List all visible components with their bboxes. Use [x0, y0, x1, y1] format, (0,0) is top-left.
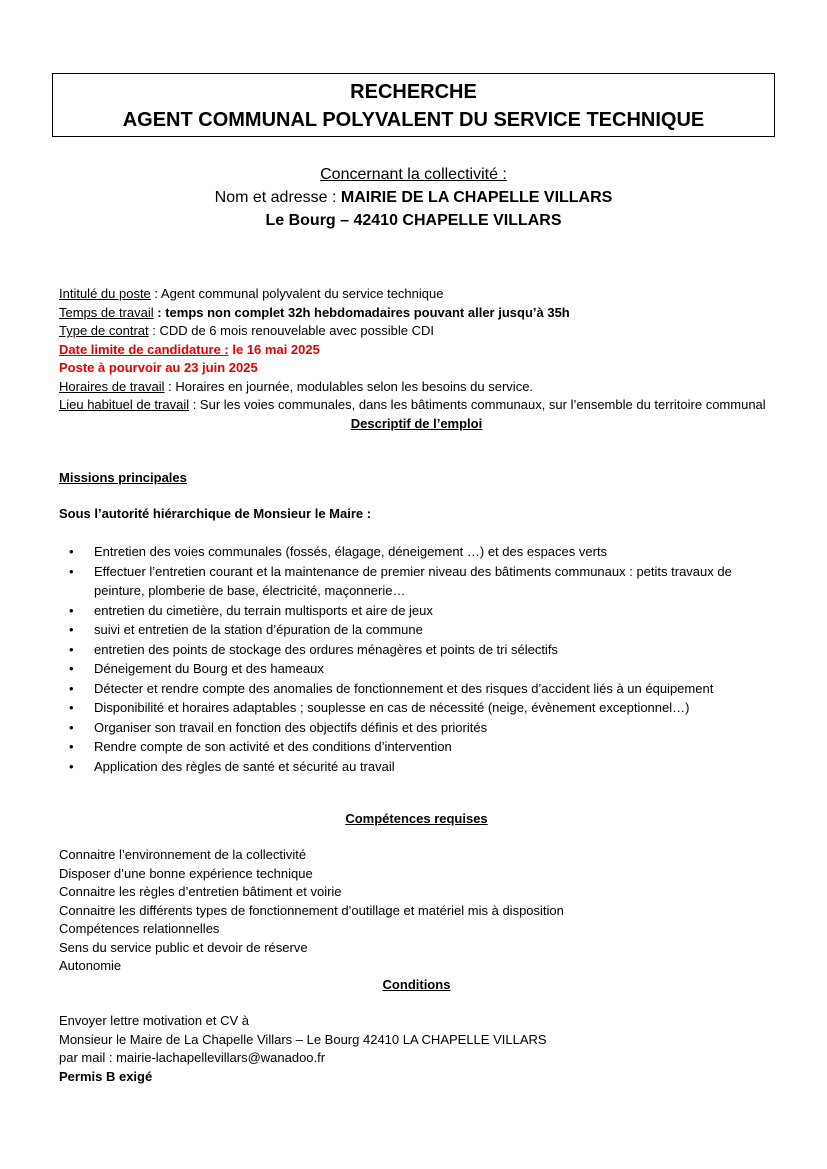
conditions-line-1: Envoyer lettre motivation et CV à	[59, 1013, 250, 1028]
mission-item: • Déneigement du Bourg et des hameaux	[59, 659, 774, 679]
competence-item: Connaitre les différents types de fonctionnement d’outillage et matériel mis à disposition	[59, 902, 564, 918]
collectivite-name-line	[0, 186, 827, 209]
conditions-email-line: par mail : mairie-lachapellevillars@wanadoo.fr	[59, 1050, 326, 1065]
name-value: MAIRIE DE LA CHAPELLE VILLARS	[340, 189, 613, 206]
temps-label: Temps de travail	[59, 304, 154, 320]
mission-item: • entretien du cimetière, du terrain multisports et aire de jeux	[59, 601, 774, 621]
date-label: Date limite de candidature :	[59, 341, 229, 357]
mission-item: • suivi et entretien de la station d’épuration de la commune	[59, 620, 774, 640]
contrat-line	[59, 322, 774, 341]
collectivite-block	[0, 163, 827, 232]
title-line-2: AGENT COMMUNAL POLYVALENT DU SERVICE TECHNIQUE	[122, 109, 705, 131]
contrat-label: Type de contrat	[59, 323, 149, 338]
horaires-label: Horaires de travail	[59, 378, 165, 394]
mission-item: • Détecter et rendre compte des anomalies de fonctionnement et des risques d’accident liés à un équipement	[59, 679, 774, 699]
title-line-1: RECHERCHE	[350, 81, 477, 103]
descriptif-title: Descriptif de l’emploi	[350, 415, 483, 431]
competences-title: Compétences requises	[345, 811, 488, 826]
collectivite-address: Le Bourg – 42410 CHAPELLE VILLARS	[265, 212, 562, 229]
competence-item: Compétences relationnelles	[59, 921, 220, 936]
horaires-value: : Horaires en journée, modulables selon les besoins du service.	[164, 378, 534, 394]
competence-item: Connaitre l’environnement de la collectivité	[59, 847, 307, 862]
lieu-label: Lieu habituel de travail	[59, 397, 190, 412]
lieu-value: : Sur les voies communales, dans les bâtiments communaux, sur l’ensemble du territoire communal	[189, 397, 766, 412]
competence-item: Disposer d’une bonne expérience technique	[59, 865, 313, 881]
intitule-label: Intitulé du poste	[59, 286, 151, 301]
poste-info	[59, 285, 774, 433]
autorite-line: Sous l’autorité hiérarchique de Monsieur le Maire :	[59, 506, 372, 521]
mission-item: • Disponibilité et horaires adaptables ; souplesse en cas de nécessité (neige, évènement exceptionnel…)	[59, 698, 774, 718]
title-box	[52, 73, 775, 137]
missions-title: Missions principales	[59, 470, 187, 485]
contrat-value: : CDD de 6 mois renouvelable avec possible CDI	[148, 323, 435, 338]
mission-item: • entretien des points de stockage des ordures ménagères et points de tri sélectifs	[59, 640, 774, 660]
permis-line: Permis B exigé	[59, 1068, 153, 1084]
date-limite-line	[59, 341, 774, 360]
competence-item: Sens du service public et devoir de réserve	[59, 939, 308, 955]
mission-item: • Effectuer l’entretien courant et la maintenance de premier niveau des bâtiments communaux : petits travaux de peinture, plomberie de base, électricité, maçonnerie…	[59, 562, 774, 601]
competence-item: Autonomie	[59, 958, 122, 973]
pourvoir-line: Poste à pourvoir au 23 juin 2025	[59, 360, 258, 375]
horaires-line	[59, 378, 774, 397]
competences-list	[59, 846, 774, 994]
intitule-line	[59, 285, 774, 304]
collectivite-heading: Concernant la collectivité :	[320, 166, 507, 183]
lieu-line	[59, 396, 774, 415]
temps-line	[59, 304, 774, 323]
mission-item: • Entretien des voies communales (fossés, élagage, déneigement …) et des espaces verts	[59, 542, 774, 562]
intitule-value: : Agent communal polyvalent du service technique	[150, 286, 444, 301]
mission-item: • Organiser son travail en fonction des objectifs définis et des priorités	[59, 718, 774, 738]
competence-item: Connaitre les règles d’entretien bâtiment et voirie	[59, 884, 342, 899]
conditions-line-2: Monsieur le Maire de La Chapelle Villars – Le Bourg 42410 LA CHAPELLE VILLARS	[59, 1031, 547, 1047]
conditions-block	[59, 1012, 774, 1086]
name-label: Nom et adresse :	[214, 189, 341, 206]
temps-value: : temps non complet 32h hebdomadaires pouvant aller jusqu’à 35h	[153, 304, 570, 320]
mission-item: • Rendre compte de son activité et des conditions d’intervention	[59, 737, 774, 757]
mission-item: • Application des règles de santé et sécurité au travail	[59, 757, 774, 777]
conditions-title: Conditions	[382, 976, 451, 992]
missions-list	[59, 542, 774, 776]
date-value: le 16 mai 2025	[228, 341, 320, 357]
